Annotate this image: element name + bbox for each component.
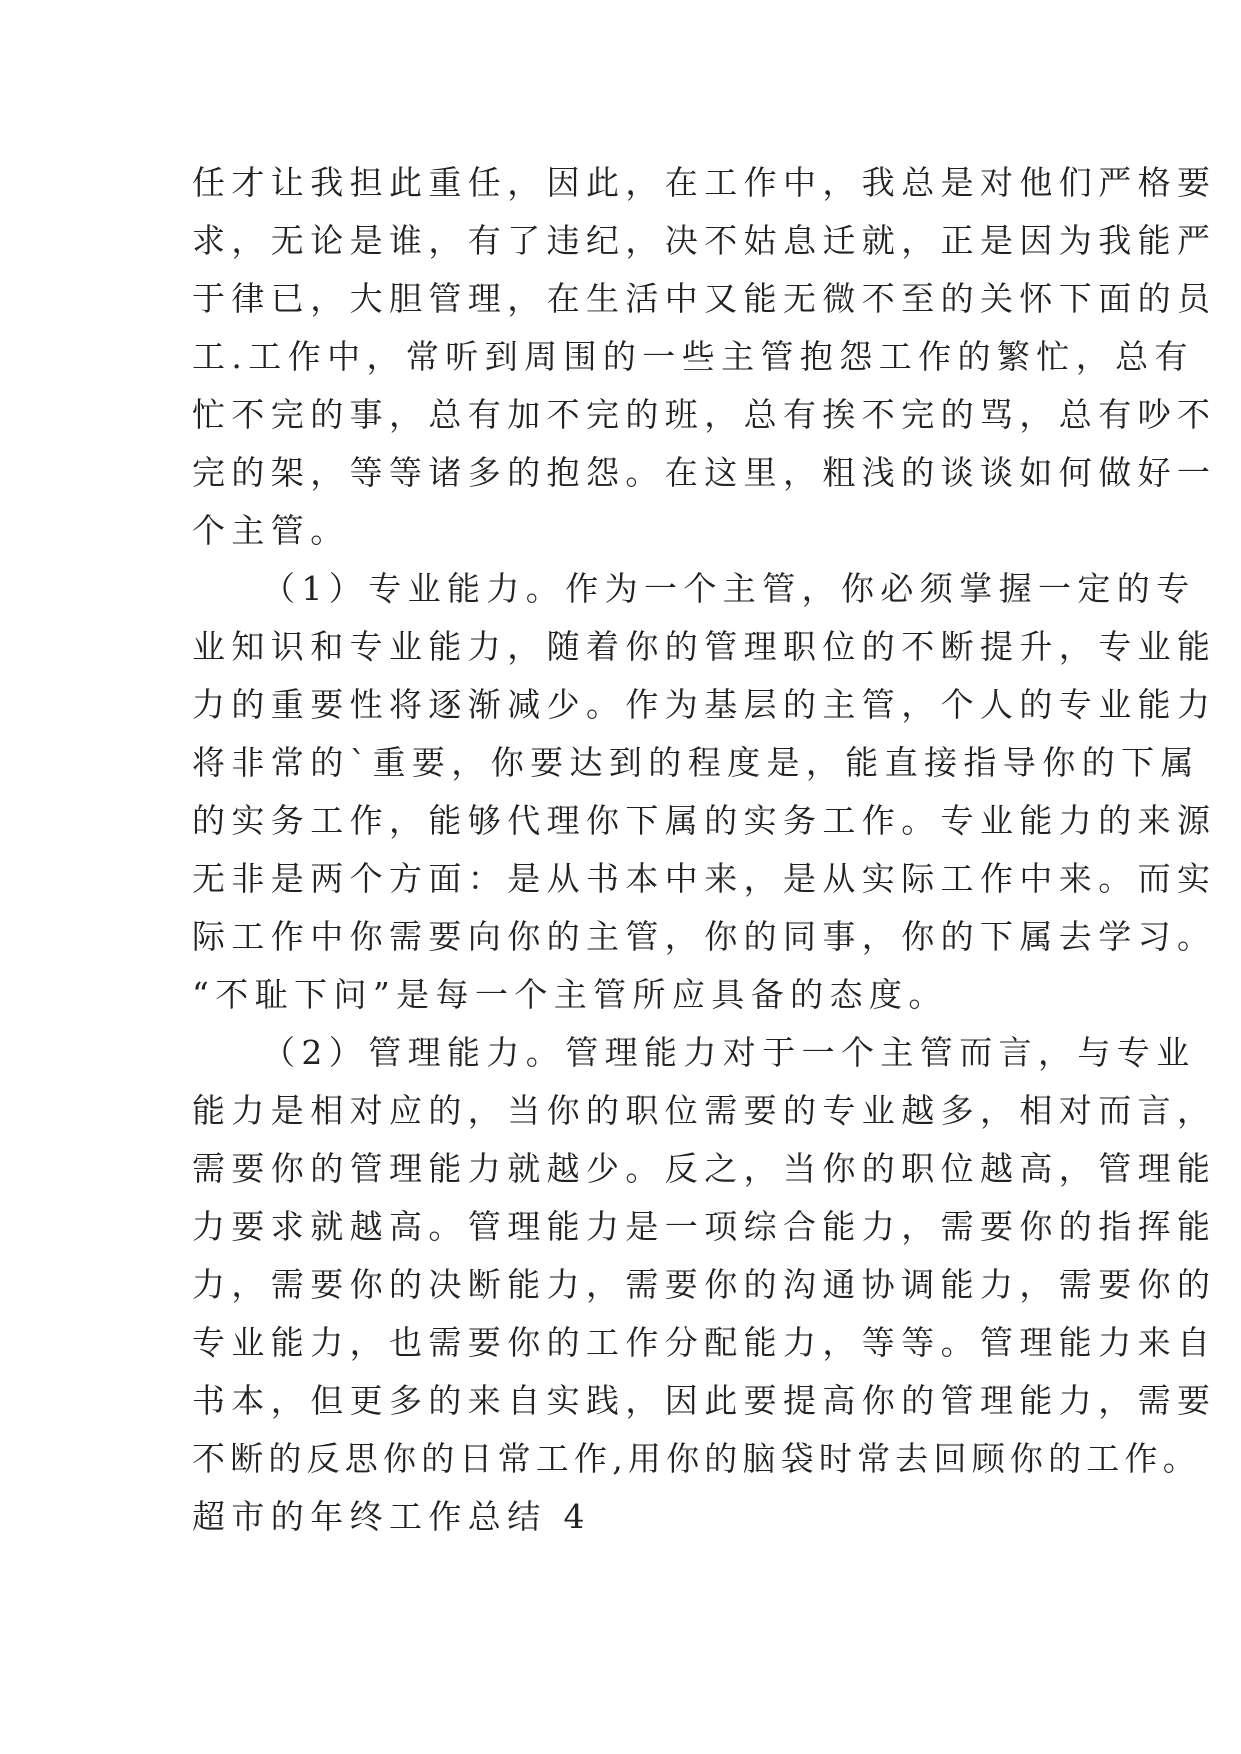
text-line: 完的架，等等诸多的抱怨。在这里，粗浅的谈谈如何做好一 [192,453,1217,492]
text-line: 工.工作中，常听到周围的一些主管抱怨工作的繁忙，总有 [192,337,1194,376]
text-line: 际工作中你需要向你的主管，你的同事，你的下属去学习。 [192,917,1217,956]
text-line: 的实务工作，能够代理你下属的实务工作。专业能力的来源 [192,801,1217,840]
paragraph-first-line: （2）管理能力。管理能力对于一个主管而言，与专业 [262,1033,1196,1072]
text-line: 书本，但更多的来自实践，因此要提高你的管理能力，需要 [192,1381,1217,1420]
text-line: 求，无论是谁，有了违纪，决不姑息迁就，正是因为我能严 [192,221,1217,260]
text-line: 需要你的管理能力就越少。反之，当你的职位越高，管理能 [192,1149,1217,1188]
text-line: 于律已，大胆管理，在生活中又能无微不至的关怀下面的员 [192,279,1217,318]
text-line: 力要求就越高。管理能力是一项综合能力，需要你的指挥能 [192,1207,1217,1246]
text-line: 忙不完的事，总有加不完的班，总有挨不完的骂，总有吵不 [192,395,1217,434]
text-line: 任才让我担此重任，因此，在工作中，我总是对他们严格要 [192,163,1217,202]
text-line: 个主管。 [192,511,350,550]
text-line: 力的重要性将逐渐减少。作为基层的主管，个人的专业能力 [192,685,1217,724]
text-line: 力，需要你的决断能力，需要你的沟通协调能力，需要你的 [192,1265,1217,1304]
text-line: 将非常的`重要，你要达到的程度是，能直接指导你的下属 [192,743,1200,782]
paragraph-first-line: （1）专业能力。作为一个主管，你必须掌握一定的专 [262,569,1196,608]
text-line: 不断的反思你的日常工作,用你的脑袋时常去回顾你的工作。 [192,1439,1201,1478]
text-line: 业知识和专业能力，随着你的管理职位的不断提升，专业能 [192,627,1217,666]
text-line: 专业能力，也需要你的工作分配能力，等等。管理能力来自 [192,1323,1217,1362]
text-line: “不耻下问”是每一个主管所应具备的态度。 [192,975,948,1014]
section-heading: 超市的年终工作总结 4 [192,1497,591,1536]
text-line: 能力是相对应的，当你的职位需要的专业越多，相对而言， [192,1091,1217,1130]
text-line: 无非是两个方面：是从书本中来，是从实际工作中来。而实 [192,859,1217,898]
